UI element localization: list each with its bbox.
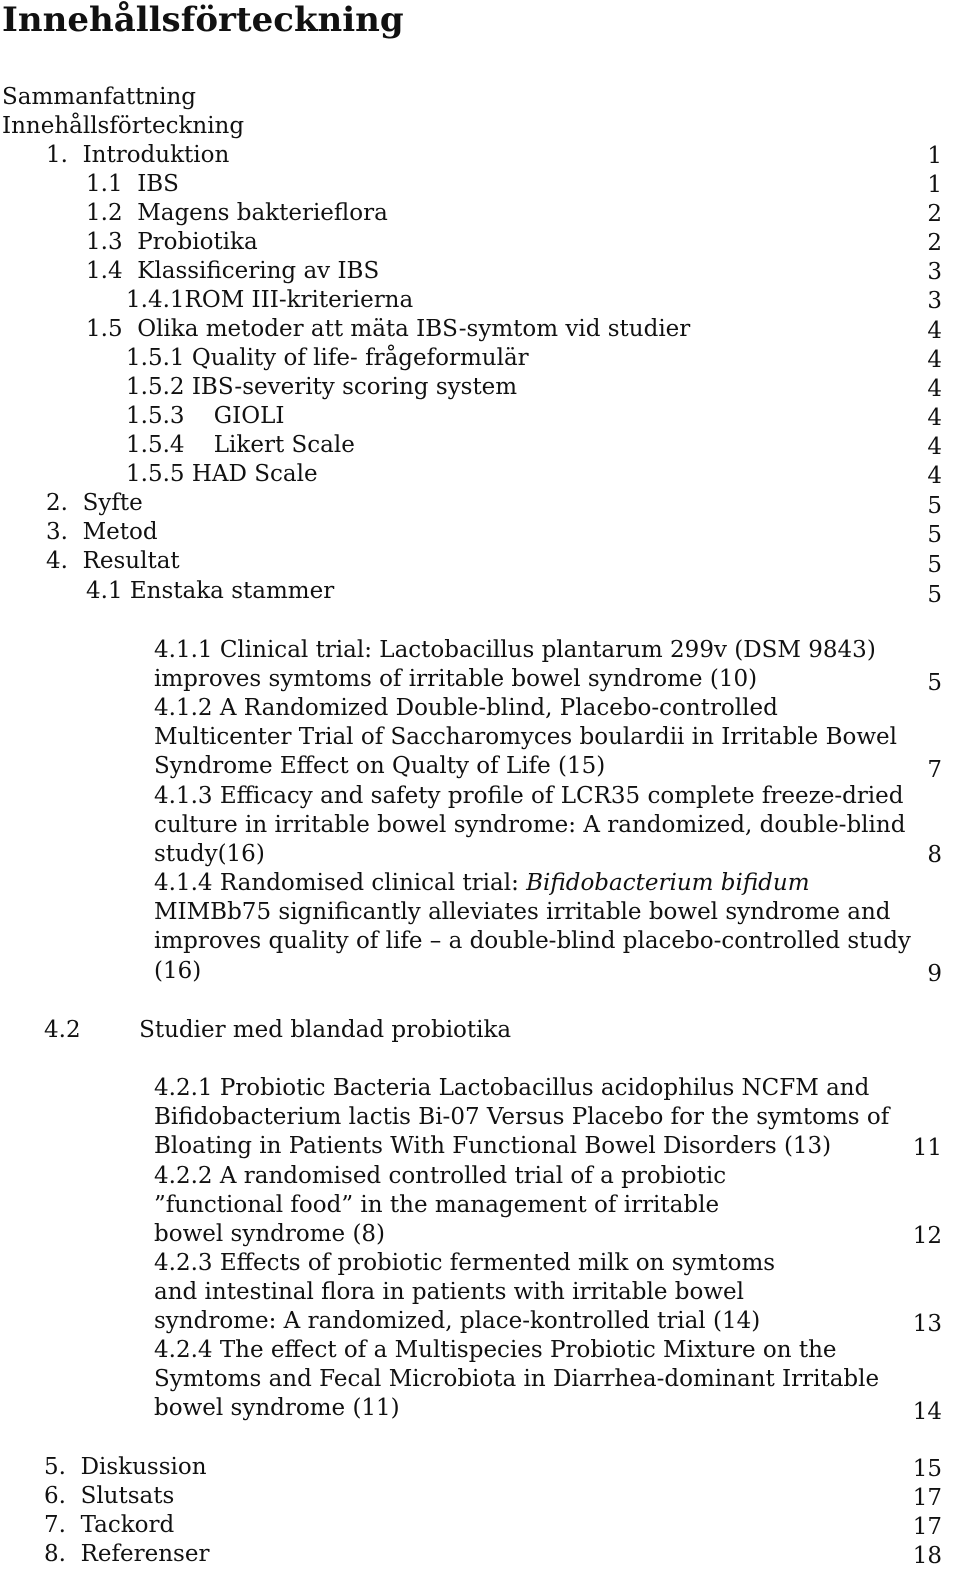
toc-entry[interactable]: Innehållsförteckning [2,113,245,139]
toc-page-number: 4 [927,463,942,489]
study-italic-text: Bifidobacterium bifidum [526,870,810,896]
toc-entry[interactable]: Sammanfattning [2,84,197,110]
toc-page-number: 4 [927,347,942,373]
toc-entry[interactable]: 4.2 Studier med blandad probiotika [44,1017,512,1043]
toc-entry[interactable]: 1.5.2 IBS-severity scoring system [126,374,518,400]
toc-entry[interactable]: 3. Metod [46,519,158,545]
toc-study-entry[interactable]: 4.2.1 Probiotic Bacteria Lactobacillus acidophilus NCFM and Bifidobacterium lactis Bi-07 Versus Placebo for the symtoms of Bloating in Patients With Functional Bowel Disorders (13) [154,1075,890,1160]
toc-study-entry[interactable]: 4.1.2 A Randomized Double-blind, Placebo-controlled Multicenter Trial of Saccharomyces boulardii in Irritable Bowel Syndrome Effect on Qualty of Life (15) [154,695,897,780]
toc-page-number: 8 [927,842,942,868]
toc-page-number: 12 [912,1223,942,1249]
toc-page-number: 5 [927,552,942,578]
toc-entry[interactable]: 1.4 Klassificering av IBS [86,258,380,284]
toc-entry[interactable]: 2. Syfte [46,490,143,516]
toc-entry[interactable]: 5. Diskussion [44,1454,207,1480]
toc-entry[interactable]: 1.5.1 Quality of life- frågeformulär [126,345,529,371]
page-title: Innehållsförteckning [2,0,404,40]
toc-page-number: 18 [912,1543,942,1569]
toc-entry[interactable]: 4.1 Enstaka stammer [86,578,335,604]
toc-page-number: 17 [912,1514,942,1540]
toc-page-number: 5 [927,582,942,608]
toc-entry[interactable]: 1.5.4 Likert Scale [126,432,355,458]
toc-page-number: 4 [927,376,942,402]
toc-entry[interactable]: 1.5.3 GIOLI [126,403,285,429]
toc-page-number: 1 [927,172,942,198]
toc-page-number: 5 [927,522,942,548]
toc-study-entry[interactable]: 4.2.3 Effects of probiotic fermented milk on symtoms and intestinal flora in patients with irritable bowel syndrome: A randomized, place-kontrolled trial (14) [154,1250,776,1335]
toc-page-number: 4 [927,434,942,460]
toc-entry[interactable]: 7. Tackord [44,1512,175,1538]
toc-page-number: 9 [927,961,942,987]
study-text: MIMBb75 significantly alleviates irritable bowel syndrome and improves quality of life – a double-blind placebo-controlled study (16) [154,899,911,984]
toc-study-entry[interactable]: 4.1.3 Efficacy and safety profile of LCR35 complete freeze-dried culture in irritable bowel syndrome: A randomized, double-blind study(16) [154,783,906,868]
toc-entry[interactable]: 1. Introduktion [46,142,230,168]
study-text: 4.1.4 Randomised clinical trial: [154,870,527,896]
toc-page-number: 17 [912,1485,942,1511]
toc-study-entry[interactable]: 4.2.4 The effect of a Multispecies Probiotic Mixture on the Symtoms and Fecal Microbiota in Diarrhea-dominant Irritable bowel syndrome (11) [154,1337,880,1422]
toc-page-number: 4 [927,318,942,344]
toc-entry[interactable]: 1.5.5 HAD Scale [126,461,318,487]
toc-study-entry[interactable] [154,869,914,986]
toc-study-entry[interactable]: 4.1.1 Clinical trial: Lactobacillus plantarum 299v (DSM 9843) improves symtoms of irritable bowel syndrome (10) [154,637,876,693]
toc-entry[interactable]: 1.1 IBS [86,171,179,197]
toc-page-number: 2 [927,230,942,256]
toc-page-number: 5 [927,493,942,519]
toc-page-number: 3 [927,288,942,314]
toc-page-number: 2 [927,201,942,227]
toc-entry[interactable]: 8. Referenser [44,1541,210,1567]
toc-page-number: 3 [927,259,942,285]
toc-page-number: 15 [912,1456,942,1482]
toc-entry[interactable]: 1.3 Probiotika [86,229,258,255]
toc-entry[interactable]: 1.5 Olika metoder att mäta IBS-symtom vid studier [86,316,691,342]
toc-entry[interactable]: 1.2 Magens bakterieflora [86,200,388,226]
toc-entry[interactable]: 6. Slutsats [44,1483,175,1509]
toc-page-number: 13 [912,1311,942,1337]
toc-entry[interactable]: 4. Resultat [46,548,180,574]
toc-page-number: 11 [912,1135,942,1161]
toc-entry[interactable]: 1.4.1ROM III-kriterierna [126,287,414,313]
toc-study-entry[interactable]: 4.2.2 A randomised controlled trial of a probiotic ”functional food” in the management of irritable bowel syndrome (8) [154,1163,727,1248]
toc-page-number: 14 [912,1399,942,1425]
toc-page-number: 5 [927,670,942,696]
toc-page-number: 7 [927,757,942,783]
toc-page-number: 1 [927,143,942,169]
toc-page-number: 4 [927,405,942,431]
